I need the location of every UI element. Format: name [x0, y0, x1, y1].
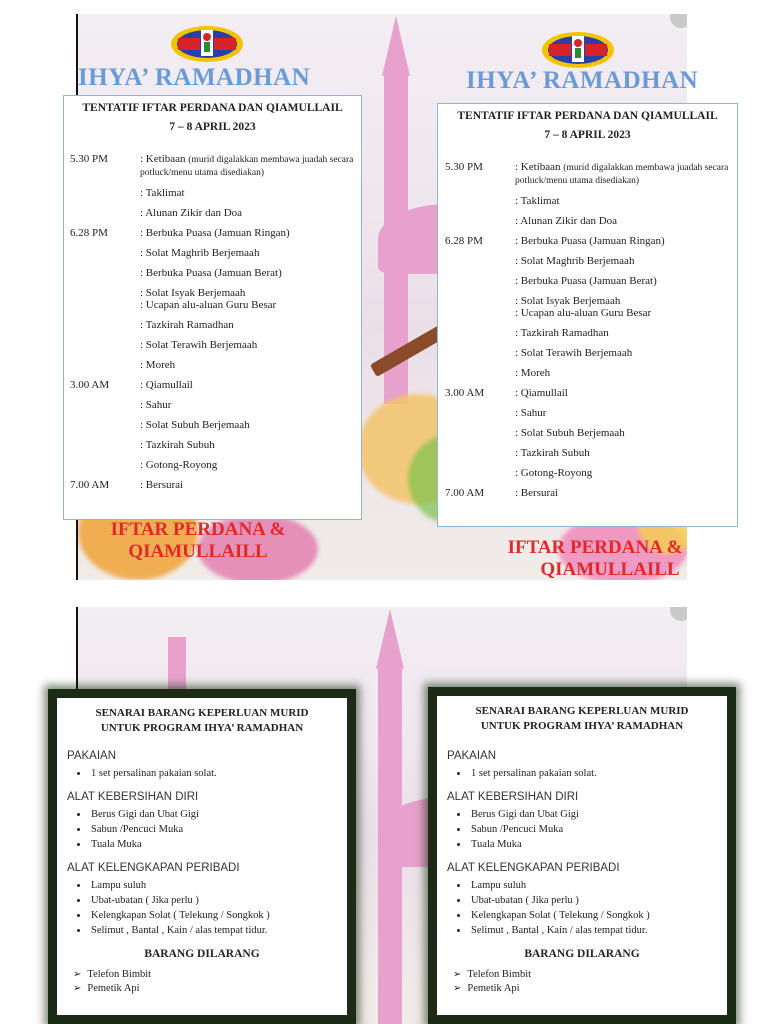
schedule-time	[445, 255, 515, 267]
schedule-row	[445, 427, 733, 439]
minaret-spire-shape	[376, 609, 404, 669]
schedule-activity	[140, 207, 357, 219]
checklist-title-line-1: SENARAI BARANG KEPERLUAN MURID	[95, 707, 309, 719]
schedule-activity	[515, 467, 733, 479]
schedule-time	[445, 275, 515, 287]
banned-title: BARANG DILARANG	[524, 948, 640, 960]
schedule-activity-text: : Solat Isyak Berjemaah	[515, 295, 621, 307]
footer-line-2: QIAMULLAILL	[128, 541, 268, 562]
schedule-activity-text: : Solat Maghrib Berjemaah	[140, 247, 260, 259]
schedule-row	[445, 467, 733, 479]
list-item: • 1 set persalinan pakaian solat.	[89, 766, 337, 781]
category-heading: PAKAIAN	[67, 750, 116, 762]
checklist-title-line-1: SENARAI BARANG KEPERLUAN MURID	[475, 705, 689, 717]
checklist-categories	[67, 736, 337, 938]
schedule-activity-text: : Berbuka Puasa (Jamuan Ringan)	[140, 227, 290, 239]
schedule-row	[70, 439, 357, 451]
schedule-activity	[140, 419, 357, 431]
list-item: • Kelengkapan Solat ( Telekung / Songkok )	[89, 908, 337, 923]
schedule-activity-text: : Alunan Zikir dan Doa	[515, 215, 618, 227]
schedule-activity	[140, 319, 357, 331]
category-heading: PAKAIAN	[447, 750, 496, 762]
schedule-row	[445, 195, 733, 207]
schedule-time	[70, 187, 140, 199]
schedule-row	[70, 153, 357, 179]
schedule-activity	[140, 287, 357, 311]
schedule-list	[64, 133, 361, 491]
checklist-frame	[48, 689, 356, 1024]
schedule-time	[445, 467, 515, 479]
schedule-activity-text: : Berbuka Puasa (Jamuan Ringan)	[515, 235, 665, 247]
schedule-activity-text: : Tazkirah Ramadhan	[515, 327, 609, 339]
schedule-activity	[140, 439, 357, 451]
schedule-activity	[140, 339, 357, 351]
schedule-activity	[140, 359, 357, 371]
schedule-date: 7 – 8 APRIL 2023	[169, 121, 256, 133]
schedule-time	[70, 319, 140, 331]
list-item: • Selimut , Bantal , Kain / alas tempat tidur.	[89, 923, 337, 938]
schedule-row	[445, 255, 733, 267]
schedule-row	[70, 267, 357, 279]
schedule-note: (murid digalakkan membawa juadah secara potluck/menu utama disediakan)	[140, 155, 354, 178]
schedule-activity	[140, 459, 357, 471]
checklist-title	[447, 704, 717, 734]
schedule-activity	[140, 247, 357, 259]
schedule-row	[445, 215, 733, 227]
schedule-time	[445, 195, 515, 207]
schedule-activity-text: : Taklimat	[140, 187, 185, 199]
flyer-footer-title	[480, 537, 710, 581]
schedule-time	[445, 427, 515, 439]
schedule-activity	[140, 153, 357, 179]
minaret-spire-shape	[382, 16, 410, 76]
list-item: • Berus Gigi dan Ubat Gigi	[89, 807, 337, 822]
schedule-activity	[515, 327, 733, 339]
category-items	[447, 766, 717, 781]
schedule-row	[70, 227, 357, 239]
schedule-activity-text: : Tazkirah Subuh	[140, 439, 215, 451]
schedule-time	[70, 359, 140, 371]
schedule-activity-text: : Ketibaan	[140, 153, 186, 165]
flyer-footer-title	[78, 519, 318, 563]
category-items	[447, 878, 717, 938]
corner-decoration	[670, 14, 687, 28]
banned-item: ➢ Pemetik Api	[73, 982, 337, 996]
schedule-time	[70, 439, 140, 451]
schedule-activity	[140, 399, 357, 411]
schedule-time	[445, 347, 515, 359]
list-item: • Kelengkapan Solat ( Telekung / Songkok )	[469, 908, 717, 923]
checklist-title	[67, 706, 337, 736]
schedule-row	[70, 379, 357, 391]
list-item: • Lampu suluh	[89, 878, 337, 893]
flyer-heading: IHYA’ RAMADHAN	[466, 67, 699, 94]
checklist-box	[57, 698, 347, 1015]
schedule-activity-text: : Qiamullail	[515, 387, 568, 399]
schedule-activity	[140, 479, 357, 491]
schedule-activity	[140, 267, 357, 279]
schedule-row	[70, 287, 357, 311]
schedule-row	[70, 207, 357, 219]
list-item: • Ubat-ubatan ( Jika perlu )	[469, 893, 717, 908]
corner-decoration	[670, 607, 687, 621]
schedule-time	[70, 287, 140, 311]
checklist-box	[437, 696, 727, 1015]
schedule-row	[445, 447, 733, 459]
schedule-list	[438, 141, 737, 499]
schedule-activity-text: : Alunan Zikir dan Doa	[140, 207, 243, 219]
banned-list	[67, 968, 337, 996]
schedule-time	[70, 267, 140, 279]
checklist-frame	[428, 687, 736, 1024]
schedule-activity-text: : Berbuka Puasa (Jamuan Berat)	[515, 275, 657, 287]
schedule-row	[445, 275, 733, 287]
schedule-row	[445, 347, 733, 359]
schedule-activity-text: : Solat Terawih Berjemaah	[140, 339, 258, 351]
schedule-row	[445, 367, 733, 379]
schedule-time	[70, 207, 140, 219]
schedule-note: (murid digalakkan membawa juadah secara potluck/menu utama disediakan)	[515, 163, 729, 186]
schedule-row	[70, 187, 357, 199]
schedule-activity	[515, 487, 733, 499]
schedule-row	[445, 235, 733, 247]
list-item: • Sabun /Pencuci Muka	[469, 822, 717, 837]
footer-line-1: IFTAR PERDANA &	[110, 519, 286, 540]
schedule-title: TENTATIF IFTAR PERDANA DAN QIAMULLAIL	[457, 110, 718, 122]
category-heading: ALAT KEBERSIHAN DIRI	[67, 791, 199, 803]
schedule-activity-text: : Tazkirah Subuh	[515, 447, 590, 459]
banned-item: ➢ Telefon Bimbit	[453, 968, 717, 982]
schedule-time: 5.30 PM	[70, 153, 108, 165]
category-items	[67, 878, 337, 938]
schedule-activity	[515, 275, 733, 287]
schedule-row	[70, 459, 357, 471]
schedule-time	[445, 215, 515, 227]
schedule-activity-text: : Sahur	[515, 407, 547, 419]
list-item: • Lampu suluh	[469, 878, 717, 893]
checklist-categories	[447, 734, 717, 938]
schedule-activity	[515, 195, 733, 207]
schedule-activity-extra: : Ucapan alu-aluan Guru Besar	[140, 299, 277, 311]
schedule-box	[437, 103, 738, 527]
category-heading: ALAT KELENGKAPAN PERIBADI	[67, 862, 240, 874]
footer-line-1: IFTAR PERDANA &	[507, 537, 683, 558]
schedule-time: 3.00 AM	[70, 379, 110, 391]
schedule-activity	[140, 379, 357, 391]
schedule-activity-text: : Moreh	[140, 359, 176, 371]
schedule-activity-text: : Solat Isyak Berjemaah	[140, 287, 246, 299]
schedule-activity	[515, 427, 733, 439]
list-item: • Ubat-ubatan ( Jika perlu )	[89, 893, 337, 908]
schedule-activity	[515, 255, 733, 267]
schedule-activity-text: : Ketibaan	[515, 161, 561, 173]
schedule-row	[70, 399, 357, 411]
schedule-activity-text: : Solat Subuh Berjemaah	[515, 427, 625, 439]
minaret-shape	[168, 637, 186, 697]
schedule-activity-text: : Tazkirah Ramadhan	[140, 319, 234, 331]
schedule-row	[70, 359, 357, 371]
schedule-row	[70, 479, 357, 491]
schedule-activity	[140, 187, 357, 199]
schedule-activity-text: : Taklimat	[515, 195, 560, 207]
schedule-activity-text: : Solat Maghrib Berjemaah	[515, 255, 635, 267]
footer-line-2: QIAMULLAILL	[540, 559, 680, 580]
schedule-time	[445, 447, 515, 459]
schedule-time	[70, 339, 140, 351]
book-decoration	[370, 325, 446, 377]
school-logo	[541, 28, 615, 72]
schedule-time: 7.00 AM	[70, 479, 110, 491]
flyer-heading: IHYA’ RAMADHAN	[78, 64, 311, 91]
list-item: • Tuala Muka	[89, 837, 337, 852]
banned-title: BARANG DILARANG	[144, 948, 260, 960]
schedule-row	[445, 387, 733, 399]
schedule-activity-text: : Moreh	[515, 367, 551, 379]
schedule-activity-text: : Gotong-Royong	[140, 459, 218, 471]
schedule-activity	[515, 367, 733, 379]
schedule-activity-text: : Sahur	[140, 399, 172, 411]
schedule-activity	[515, 447, 733, 459]
schedule-time: 6.28 PM	[70, 227, 108, 239]
category-items	[67, 766, 337, 781]
schedule-date: 7 – 8 APRIL 2023	[544, 129, 631, 141]
schedule-row	[445, 161, 733, 187]
banned-item: ➢ Telefon Bimbit	[73, 968, 337, 982]
schedule-time	[445, 327, 515, 339]
schedule-row	[70, 339, 357, 351]
schedule-time	[70, 247, 140, 259]
schedule-time: 6.28 PM	[445, 235, 483, 247]
checklist-title-line-2: UNTUK PROGRAM IHYA’ RAMADHAN	[480, 720, 684, 732]
schedule-activity-text: : Berbuka Puasa (Jamuan Berat)	[140, 267, 282, 279]
school-logo	[170, 22, 244, 66]
schedule-activity-text: : Bersurai	[515, 487, 559, 499]
schedule-activity	[515, 387, 733, 399]
schedule-time: 5.30 PM	[445, 161, 483, 173]
list-item: • Tuala Muka	[469, 837, 717, 852]
schedule-activity	[515, 347, 733, 359]
schedule-time	[70, 459, 140, 471]
schedule-row	[70, 247, 357, 259]
schedule-time	[445, 407, 515, 419]
schedule-row	[445, 487, 733, 499]
banned-list	[447, 968, 717, 996]
schedule-row	[70, 319, 357, 331]
schedule-activity	[515, 235, 733, 247]
category-heading: ALAT KELENGKAPAN PERIBADI	[447, 862, 620, 874]
schedule-time	[70, 399, 140, 411]
schedule-activity	[515, 161, 733, 187]
list-item: • Sabun /Pencuci Muka	[89, 822, 337, 837]
schedule-activity-text: : Solat Terawih Berjemaah	[515, 347, 633, 359]
schedule-activity	[140, 227, 357, 239]
schedule-row	[70, 419, 357, 431]
checklist-title-line-2: UNTUK PROGRAM IHYA’ RAMADHAN	[100, 722, 304, 734]
category-items	[447, 807, 717, 852]
schedule-time: 3.00 AM	[445, 387, 485, 399]
schedule-time	[445, 295, 515, 319]
category-heading: ALAT KEBERSIHAN DIRI	[447, 791, 579, 803]
schedule-row	[445, 407, 733, 419]
schedule-activity-text: : Bersurai	[140, 479, 184, 491]
list-item: • 1 set persalinan pakaian solat.	[469, 766, 717, 781]
schedule-activity-text: : Qiamullail	[140, 379, 193, 391]
schedule-title: TENTATIF IFTAR PERDANA DAN QIAMULLAIL	[82, 102, 343, 114]
schedule-time: 7.00 AM	[445, 487, 485, 499]
list-item: • Berus Gigi dan Ubat Gigi	[469, 807, 717, 822]
schedule-row	[445, 327, 733, 339]
category-items	[67, 807, 337, 852]
schedule-activity-extra: : Ucapan alu-aluan Guru Besar	[515, 307, 652, 319]
schedule-box	[63, 95, 362, 520]
banned-item: ➢ Pemetik Api	[453, 982, 717, 996]
schedule-activity-text: : Gotong-Royong	[515, 467, 593, 479]
schedule-activity	[515, 407, 733, 419]
schedule-activity	[515, 295, 733, 319]
schedule-time	[445, 367, 515, 379]
schedule-activity-text: : Solat Subuh Berjemaah	[140, 419, 250, 431]
schedule-row	[445, 295, 733, 319]
list-item: • Selimut , Bantal , Kain / alas tempat tidur.	[469, 923, 717, 938]
schedule-activity	[515, 215, 733, 227]
schedule-time	[70, 419, 140, 431]
